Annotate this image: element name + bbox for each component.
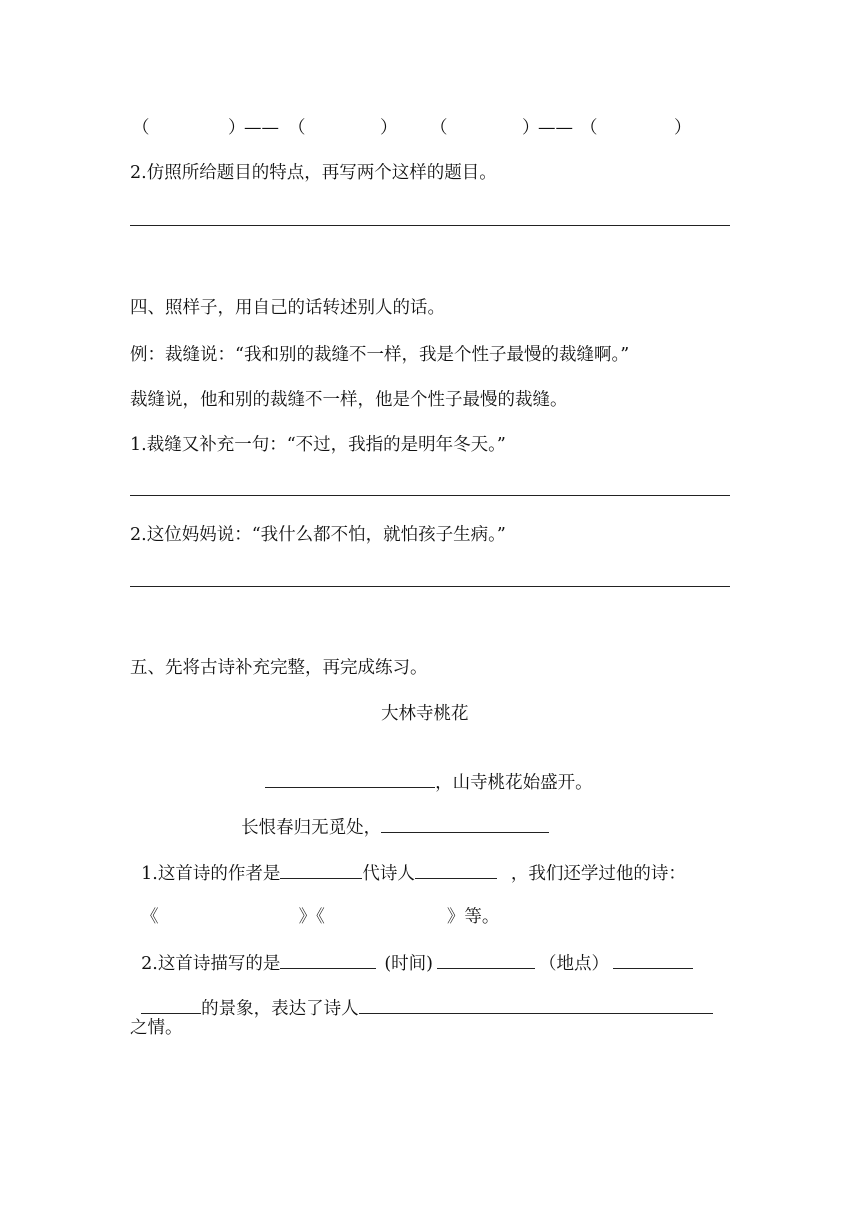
paren-open-2[interactable]: （ — [288, 118, 306, 138]
poet-blank[interactable] — [415, 860, 497, 879]
sec4-question-1: 1.裁缝又补充一句：“不过，我指的是明年冬天。” — [130, 435, 506, 455]
time-blank[interactable] — [280, 950, 376, 969]
sec5-question-1 — [130, 836, 686, 886]
poem-title: 大林寺桃花 — [381, 704, 469, 724]
q2-time-label: (时间) — [384, 954, 433, 974]
paren-close-2: ） — [380, 118, 398, 138]
paren-close-3: ） — [522, 118, 540, 138]
q2-scene-text: 的景象，表达了诗人 — [201, 999, 359, 1019]
poem-blank-2[interactable] — [381, 814, 549, 833]
poem-blank-1[interactable] — [265, 769, 435, 788]
feeling-blank[interactable] — [359, 995, 713, 1014]
sec4-example: 例：裁缝说：“我和别的裁缝不一样，我是个性子最慢的裁缝啊。” — [130, 345, 630, 365]
sec4-heading: 四、照样子，用自己的话转述别人的话。 — [130, 298, 445, 318]
sec5-question-2-cont — [130, 971, 713, 1021]
answer-line-sec4-q2[interactable] — [130, 586, 730, 587]
poem-line-1 — [254, 745, 593, 795]
sec5-question-2 — [130, 926, 693, 976]
poem-end-text: 》等。 — [446, 907, 500, 927]
sec4-example-answer: 裁缝说，他和别的裁缝不一样，他是个性子最慢的裁缝。 — [130, 390, 568, 410]
paren-open-3[interactable]: （ — [430, 118, 448, 138]
poem-line-1-text: ，山寺桃花始盛开。 — [435, 773, 593, 793]
sec3-question-2: 2.仿照所给题目的特点，再写两个这样的题目。 — [130, 163, 497, 183]
sec4-question-2: 2.这位妈妈说：“我什么都不怕，就怕孩子生病。” — [130, 525, 506, 545]
paren-open-4[interactable]: （ — [580, 118, 598, 138]
sec5-question-2-end: 之情。 — [130, 1018, 183, 1038]
dash-1: —— — [244, 118, 279, 138]
q2-place-label: （地点） — [539, 954, 609, 974]
paren-close-4: ） — [674, 118, 692, 138]
place-blank[interactable] — [437, 950, 535, 969]
scene-blank-a[interactable] — [613, 950, 693, 969]
q2-text-a: 2.这首诗描写的是 — [141, 954, 281, 974]
poem-line-2 — [230, 790, 549, 840]
paren-open-1: （ — [132, 118, 150, 138]
dynasty-blank[interactable] — [280, 860, 362, 879]
answer-line-sec3-q2[interactable] — [130, 225, 730, 226]
answer-line-sec4-q1[interactable] — [130, 495, 730, 496]
q1-text-a: 1.这首诗的作者是 — [141, 864, 281, 884]
q1-text-b: 代诗人 — [362, 864, 415, 884]
q1-text-c: ，我们还学过他的诗： — [510, 864, 686, 884]
poem-open-bracket: 《 — [141, 907, 159, 927]
paren-close-1: ） — [228, 118, 246, 138]
scene-blank-b[interactable] — [141, 995, 201, 1014]
dash-2: —— — [538, 118, 573, 138]
sec5-question-1-poems — [130, 881, 499, 929]
poem-mid-bracket: 》《 — [298, 907, 325, 927]
poem-line-2-text: 长恨春归无觅处， — [241, 818, 382, 838]
sec5-heading: 五、先将古诗补充完整，再完成练习。 — [130, 658, 428, 678]
